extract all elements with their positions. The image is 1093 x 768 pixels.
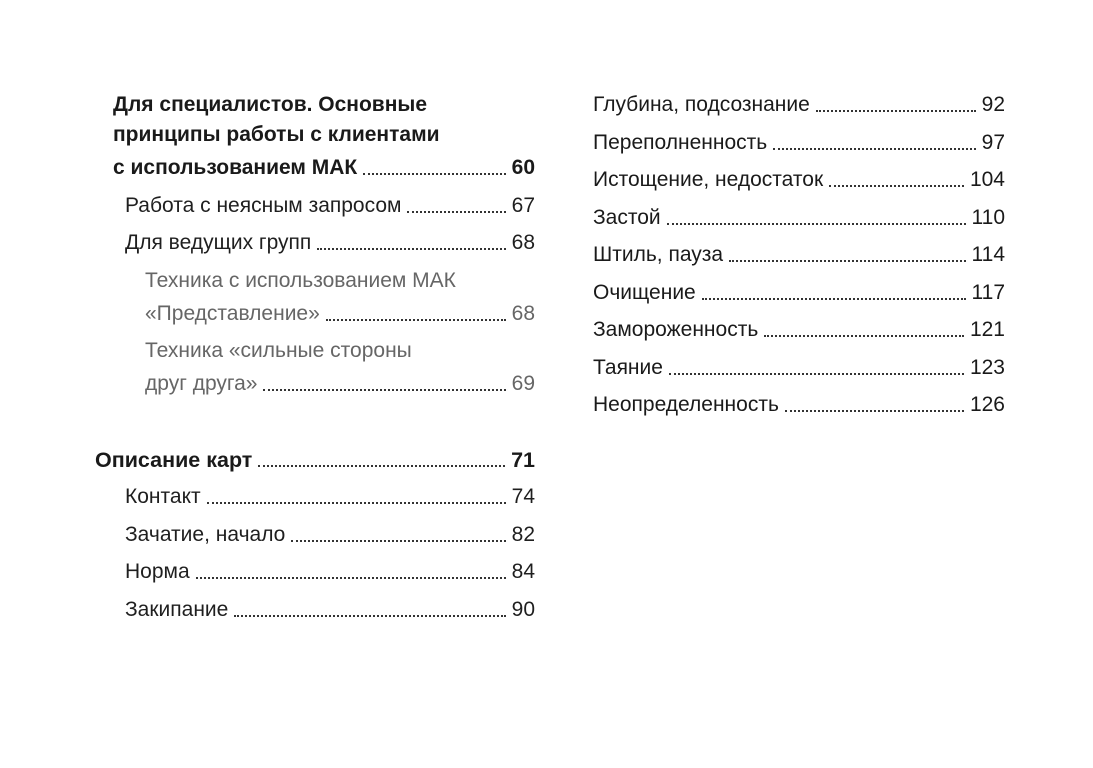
page-number: 67 <box>511 193 535 217</box>
leader-dots <box>764 335 964 337</box>
leader-dots <box>258 465 505 467</box>
entry-label: друг друга» <box>145 372 258 395</box>
leader-dots <box>291 540 505 542</box>
section-title: Описание карт <box>95 447 253 472</box>
page-number: 121 <box>969 318 1005 341</box>
page-number: 110 <box>971 205 1005 229</box>
entry-label: Таяние <box>593 355 663 379</box>
toc-entry[interactable] <box>125 191 535 221</box>
page-number: 74 <box>511 485 535 508</box>
toc-entry[interactable] <box>125 520 535 550</box>
entry-label: Истощение, недостаток <box>593 168 824 191</box>
leader-dots <box>729 260 965 262</box>
entry-label: Зачатие, начало <box>125 522 286 546</box>
toc-entry[interactable] <box>593 90 1005 120</box>
page-number: 97 <box>981 130 1005 154</box>
leader-dots <box>816 110 976 112</box>
leader-dots <box>669 373 964 375</box>
page-number: 90 <box>511 597 535 621</box>
toc-entry[interactable] <box>593 353 1005 383</box>
page-number: 104 <box>969 168 1005 191</box>
toc-right-column <box>593 90 1005 428</box>
page-number: 92 <box>981 93 1005 116</box>
toc-section-specialists <box>113 90 535 183</box>
toc-entry[interactable] <box>593 390 1005 420</box>
entry-label: Очищение <box>593 280 696 304</box>
page-number: 71 <box>511 447 535 472</box>
page-number: 114 <box>971 243 1005 266</box>
toc-entry[interactable] <box>125 482 535 512</box>
page-number: 69 <box>511 372 535 395</box>
page-number: 123 <box>969 355 1005 379</box>
entry-label: «Представление» <box>145 301 320 325</box>
entry-label: Контакт <box>125 485 201 508</box>
leader-dots <box>326 319 506 321</box>
entry-label: Застой <box>593 205 661 229</box>
toc-entry[interactable] <box>593 128 1005 158</box>
leader-dots <box>363 173 505 175</box>
page-number: 126 <box>969 393 1005 416</box>
leader-dots <box>407 211 505 213</box>
entry-label: Работа с неясным запросом <box>125 193 402 217</box>
toc-entry[interactable] <box>125 557 535 587</box>
leader-dots <box>263 389 505 391</box>
toc-entry[interactable] <box>593 240 1005 270</box>
page-number: 68 <box>511 301 535 325</box>
page-number: 117 <box>971 280 1005 304</box>
section-title-line: принципы работы с клиентами <box>113 123 440 146</box>
leader-dots <box>829 185 964 187</box>
entry-label: Штиль, пауза <box>593 243 724 266</box>
leader-dots <box>773 148 975 150</box>
entry-label: Переполненность <box>593 130 768 154</box>
page-number: 68 <box>511 231 535 254</box>
entry-label: Глубина, подсознание <box>593 93 810 116</box>
toc-entry[interactable] <box>593 278 1005 308</box>
toc-entry[interactable] <box>593 315 1005 345</box>
entry-label: Техника «сильные стороны <box>145 339 412 362</box>
entry-label: Неопределенность <box>593 393 779 416</box>
toc-section-card-descriptions[interactable] <box>95 445 535 475</box>
section-title-line: Для специалистов. Основные <box>113 93 428 116</box>
toc-left-column <box>95 90 535 632</box>
leader-dots <box>317 248 505 250</box>
entry-label: Техника с использованием МАК <box>145 268 456 292</box>
toc-entry[interactable] <box>125 228 535 258</box>
page-number: 82 <box>511 522 535 546</box>
leader-dots <box>207 502 506 504</box>
section-title-line: с использованием МАК <box>113 156 358 179</box>
entry-label: Для ведущих групп <box>125 231 312 254</box>
leader-dots <box>196 577 506 579</box>
leader-dots <box>667 223 966 225</box>
section-gap <box>95 407 535 445</box>
entry-label: Закипание <box>125 597 229 621</box>
toc-subentry-strengths[interactable] <box>145 336 535 399</box>
leader-dots <box>234 615 505 617</box>
toc-subentry-representation[interactable] <box>145 266 535 329</box>
leader-dots <box>702 298 966 300</box>
toc-entry[interactable] <box>125 595 535 625</box>
page-number: 60 <box>511 156 535 179</box>
entry-label: Норма <box>125 560 190 583</box>
leader-dots <box>785 410 964 412</box>
toc-entry[interactable] <box>593 203 1005 233</box>
toc-entry[interactable] <box>593 165 1005 195</box>
entry-label: Замороженность <box>593 318 759 341</box>
page-number: 84 <box>511 560 535 583</box>
